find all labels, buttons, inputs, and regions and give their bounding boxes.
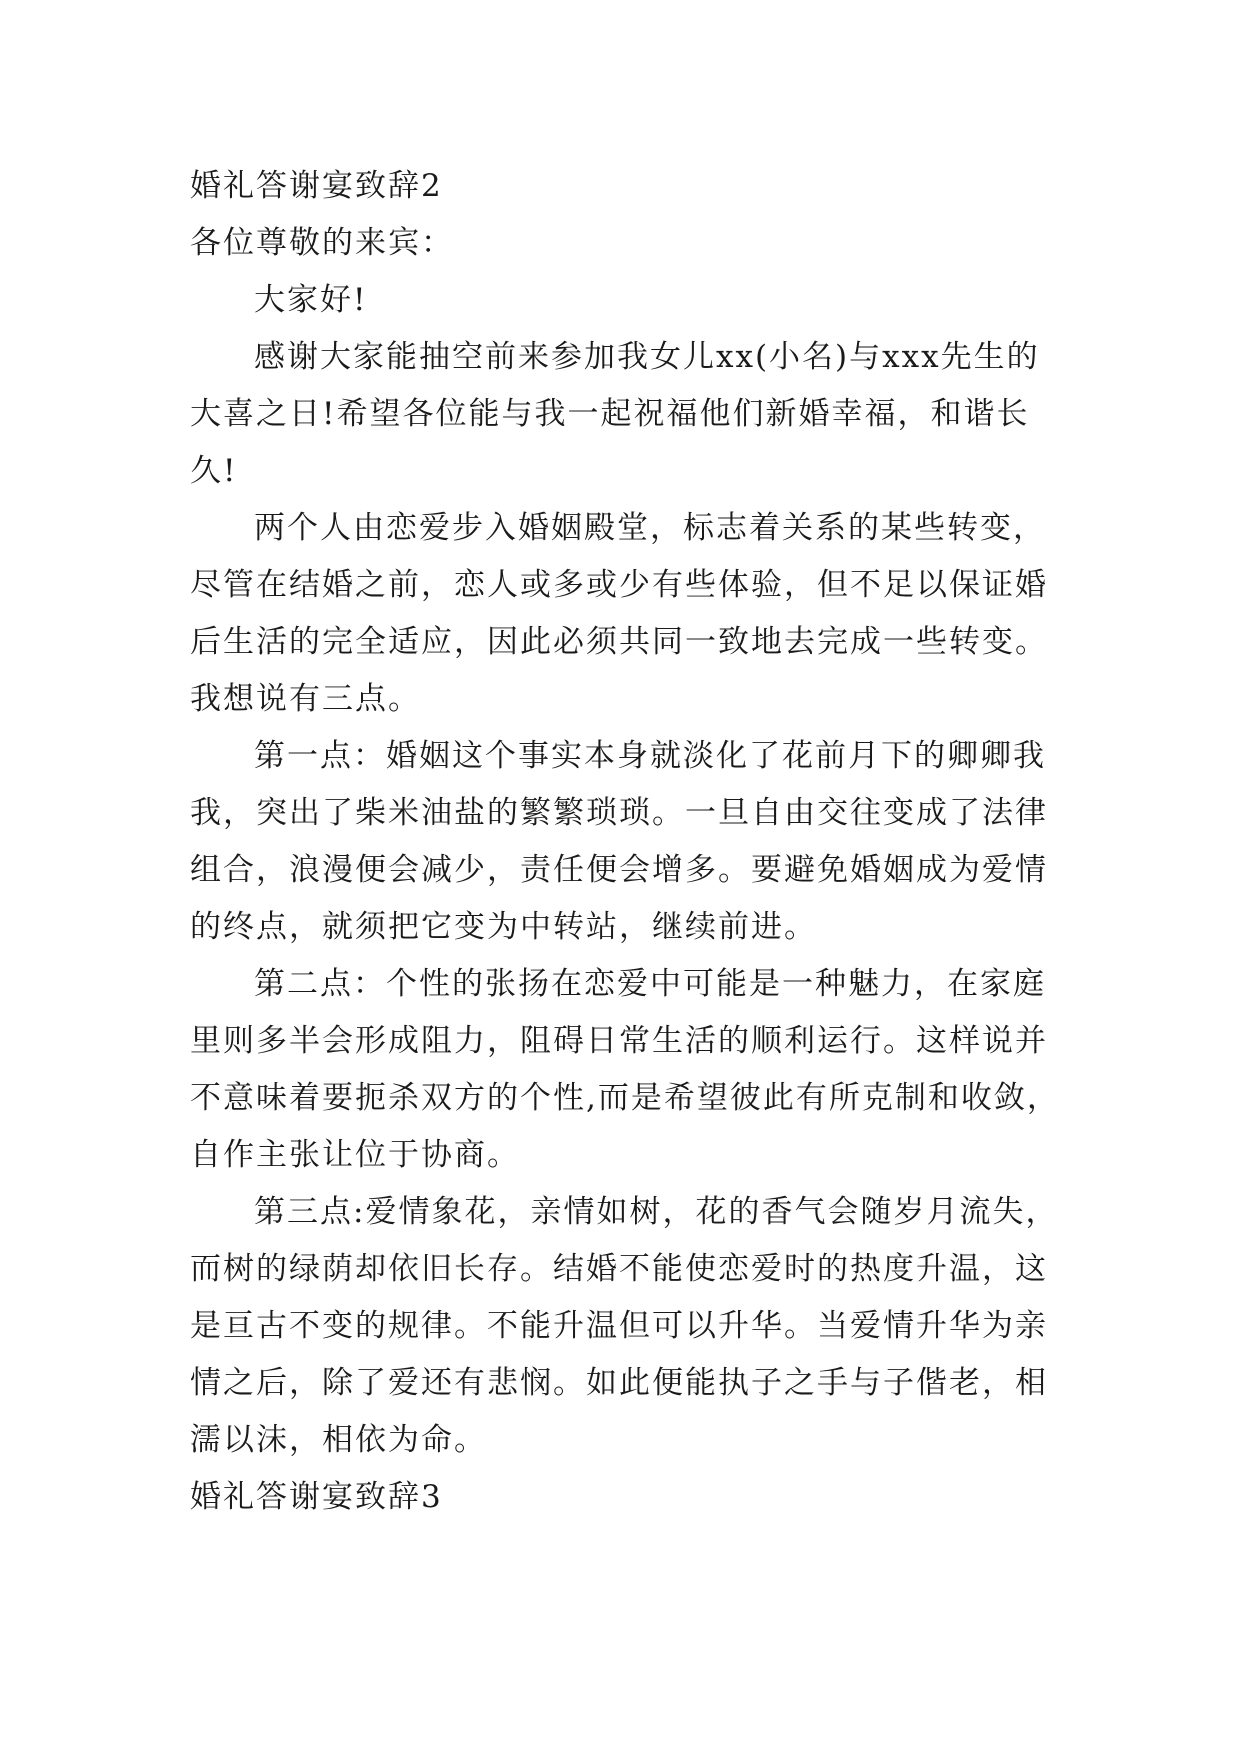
text-line: 组合，浪漫便会减少，责任便会增多。要避免婚姻成为爱情	[190, 852, 1048, 888]
text-line: 大喜之日!希望各位能与我一起祝福他们新婚幸福，和谐长	[190, 396, 1030, 432]
text-line: 自作主张让位于协商。	[190, 1137, 520, 1173]
text-line: 不意味着要扼杀双方的个性,而是希望彼此有所克制和收敛，	[190, 1080, 1060, 1116]
text-line: 是亘古不变的规律。不能升温但可以升华。当爱情升华为亲	[190, 1308, 1048, 1344]
text-line: 的终点，就须把它变为中转站，继续前进。	[190, 909, 817, 945]
text-line: 我，突出了柴米油盐的繁繁琐琐。一旦自由交往变成了法律	[190, 795, 1048, 831]
text-line: 我想说有三点。	[190, 681, 421, 717]
section-heading: 婚礼答谢宴致辞3	[190, 1479, 443, 1515]
text-line: 感谢大家能抽空前来参加我女儿xx(小名)与xxx先生的	[254, 339, 1040, 375]
text-line: 大家好!	[254, 282, 368, 318]
text-line: 后生活的完全适应，因此必须共同一致地去完成一些转变。	[190, 624, 1048, 660]
text-line: 第二点：个性的张扬在恋爱中可能是一种魅力，在家庭	[254, 966, 1046, 1002]
document-body	[190, 158, 1070, 1526]
section-heading: 婚礼答谢宴致辞2	[190, 168, 443, 204]
text-line: 里则多半会形成阻力，阻碍日常生活的顺利运行。这样说并	[190, 1023, 1048, 1059]
text-line: 而树的绿荫却依旧长存。结婚不能使恋爱时的热度升温，这	[190, 1251, 1048, 1287]
text-line: 两个人由恋爱步入婚姻殿堂，标志着关系的某些转变，	[254, 510, 1046, 546]
text-line: 情之后，除了爱还有悲悯。如此便能执子之手与子偕老，相	[190, 1365, 1048, 1401]
text-line: 尽管在结婚之前，恋人或多或少有些体验，但不足以保证婚	[190, 567, 1048, 603]
text-line: 第一点：婚姻这个事实本身就淡化了花前月下的卿卿我	[254, 738, 1046, 774]
text-line: 久!	[190, 453, 238, 489]
text-line: 第三点:爱情象花，亲情如树，花的香气会随岁月流失，	[254, 1194, 1059, 1230]
text-line: 各位尊敬的来宾：	[190, 225, 454, 261]
text-line: 濡以沫，相依为命。	[190, 1422, 487, 1458]
